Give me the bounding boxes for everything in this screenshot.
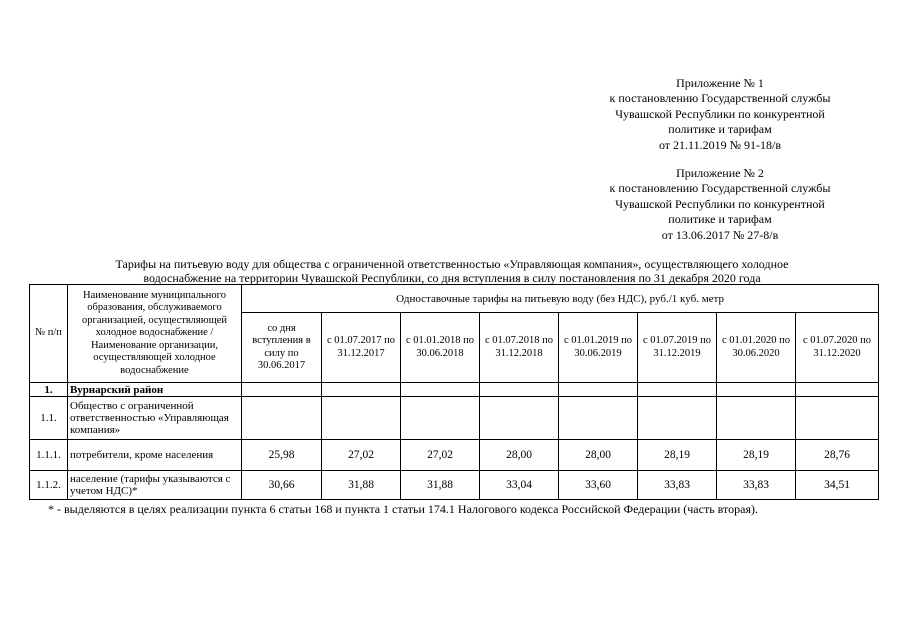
cell-value: [638, 397, 717, 440]
cell-value: 31,88: [401, 471, 480, 500]
cell-value: 25,98: [242, 440, 322, 471]
cell-value: [796, 383, 879, 397]
cell-value: 28,00: [559, 440, 638, 471]
cell-value: [322, 397, 401, 440]
cell-value: 28,19: [717, 440, 796, 471]
header-organization: Наименование муниципального образования, обслуживаемого организацией, осуществляющей холодное водоснабжение / Наименование организации, осуществляющей холодное водоснабжение: [68, 285, 242, 383]
cell-value: [638, 383, 717, 397]
header-period: с 01.07.2018 по 31.12.2018: [480, 313, 559, 383]
header-period: со дня вступления в силу по 30.06.2017: [242, 313, 322, 383]
cell-value: [322, 383, 401, 397]
cell-value: 27,02: [401, 440, 480, 471]
row-number: 1.: [30, 383, 68, 397]
header-period: с 01.07.2020 по 31.12.2020: [796, 313, 879, 383]
cell-value: [796, 397, 879, 440]
cell-value: [717, 383, 796, 397]
appendix-1-block: [560, 76, 880, 153]
header-period: с 01.01.2018 по 30.06.2018: [401, 313, 480, 383]
title-line: водоснабжение на территории Чувашской Республики, со дня вступления в силу постановления по 31 декабря 2020 года: [143, 271, 761, 285]
header-tariff-group: Одноставочные тарифы на питьевую воду (без НДС), руб./1 куб. метр: [242, 285, 879, 313]
cell-value: [242, 397, 322, 440]
cell-value: [480, 383, 559, 397]
cell-value: 34,51: [796, 471, 879, 500]
row-number: 1.1.2.: [30, 471, 68, 500]
cell-value: [717, 397, 796, 440]
table-row: [30, 471, 879, 500]
cell-value: 30,66: [242, 471, 322, 500]
appendix-2-text: Чувашской Республики по конкурентной: [615, 196, 825, 211]
row-number: 1.1.: [30, 397, 68, 440]
header-period: с 01.07.2019 по 31.12.2019: [638, 313, 717, 383]
row-name: население (тарифы указываются с учетом НДС)*: [68, 471, 242, 500]
row-name: потребители, кроме населения: [68, 440, 242, 471]
header-period: с 01.01.2019 по 30.06.2019: [559, 313, 638, 383]
appendix-1-text: политике и тарифам: [668, 122, 772, 137]
appendix-2-text: к постановлению Государственной службы: [609, 181, 831, 196]
table-row: [30, 397, 879, 440]
cell-value: 33,60: [559, 471, 638, 500]
cell-value: [559, 383, 638, 397]
document-title: [40, 257, 864, 285]
cell-value: 27,02: [322, 440, 401, 471]
appendix-2-title: Приложение № 2: [676, 166, 764, 180]
cell-value: [401, 397, 480, 440]
appendix-1-text: к постановлению Государственной службы: [609, 91, 831, 106]
row-name: Вурнарский район: [68, 383, 242, 397]
appendix-2-date: от 13.06.2017 № 27-8/в: [661, 227, 779, 242]
cell-value: 28,76: [796, 440, 879, 471]
cell-value: 33,04: [480, 471, 559, 500]
cell-value: 33,83: [717, 471, 796, 500]
cell-value: [559, 397, 638, 440]
cell-value: [480, 397, 559, 440]
cell-value: 31,88: [322, 471, 401, 500]
appendix-1-title: Приложение № 1: [676, 76, 764, 90]
cell-value: [242, 383, 322, 397]
tariff-table: [29, 284, 879, 500]
header-period: с 01.01.2020 по 30.06.2020: [717, 313, 796, 383]
appendix-2-text: политике и тарифам: [668, 212, 772, 227]
cell-value: 28,00: [480, 440, 559, 471]
title-line: Тарифы на питьевую воду для общества с ограниченной ответственностью «Управляющая компания», осуществляющего холодное: [115, 257, 789, 271]
footnote: * - выделяются в целях реализации пункта 6 статьи 168 и пункта 1 статьи 174.1 Налогового кодекса Российской Федерации (часть вторая).: [48, 502, 758, 516]
row-number: 1.1.1.: [30, 440, 68, 471]
cell-value: 33,83: [638, 471, 717, 500]
appendix-1-date: от 21.11.2019 № 91-18/в: [658, 137, 782, 152]
table-row: [30, 383, 879, 397]
appendix-1-text: Чувашской Республики по конкурентной: [615, 106, 825, 121]
header-number: № п/п: [30, 285, 68, 383]
header-period: с 01.07.2017 по 31.12.2017: [322, 313, 401, 383]
cell-value: 28,19: [638, 440, 717, 471]
appendix-2-block: [560, 166, 880, 243]
cell-value: [401, 383, 480, 397]
row-name: Общество с ограниченной ответственностью «Управляющая компания»: [68, 397, 242, 440]
table-row: [30, 440, 879, 471]
